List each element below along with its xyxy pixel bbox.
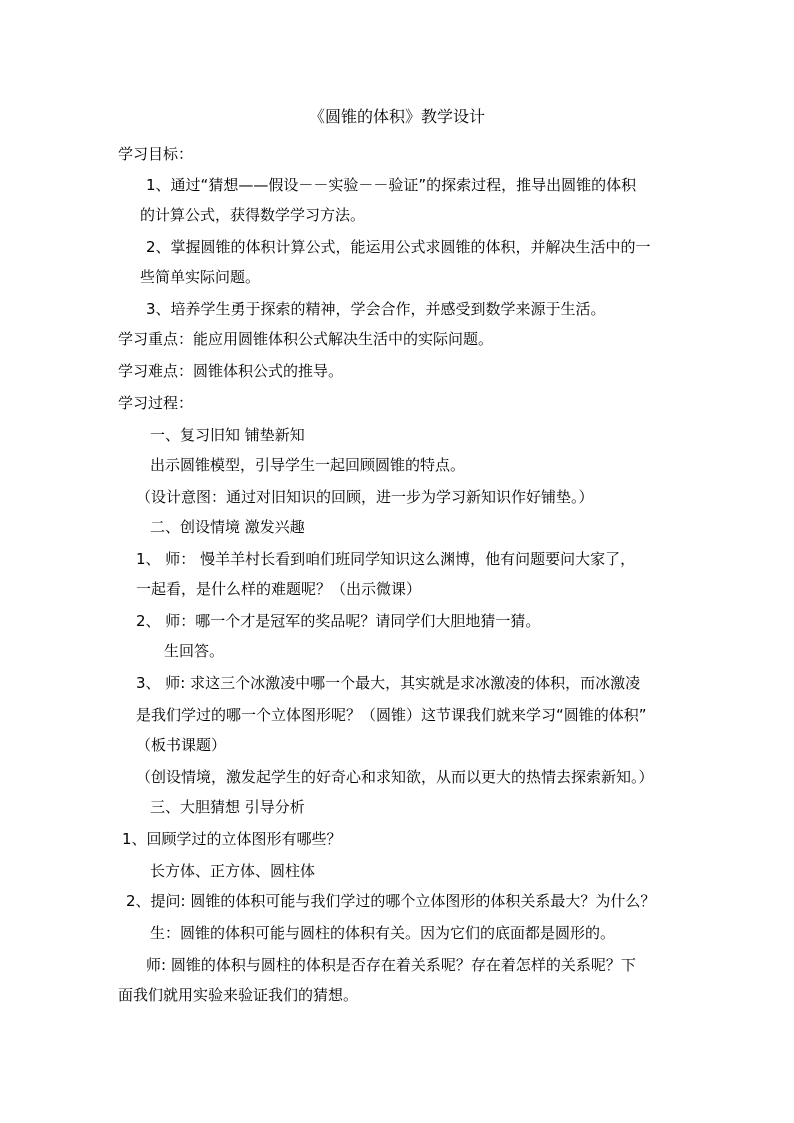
step-3-item-2-question: 2、提问: 圆锥的体积可能与我们学过的哪个立体图形的体积关系最大？为什么？: [126, 892, 656, 910]
step-3-item-2-teacher-line-2: 面我们就用实验来验证我们的猜想。: [118, 986, 359, 1004]
step-1-heading: 一、复习旧知 铺垫新知: [150, 426, 305, 444]
step-2-item-2: 2、 师：哪一个才是冠军的奖品呢？请同学们大胆地猜一猜。: [136, 612, 541, 630]
objective-1-line-2: 的计算公式，获得数学学习方法。: [140, 206, 366, 224]
objective-3: 3、培养学生勇于探索的精神，学会合作，并感受到数学来源于生活。: [146, 300, 606, 318]
step-2-item-1-line-1: 1、 师： 慢羊羊村长看到咱们班同学知识这么渊博，他有问题要问大家了，: [136, 550, 636, 568]
section-label-objectives: 学习目标：: [118, 145, 194, 163]
step-3-item-1: 1、回顾学过的立体图形有哪些？: [122, 830, 342, 848]
step-1-text: 出示圆锥模型，引导学生一起回顾圆锥的特点。: [150, 456, 466, 474]
step-2-student-answer: 生回答。: [164, 642, 225, 660]
step-1-design-note: （设计意图：通过对旧知识的回顾，进一步为学习新知识作好铺垫。）: [136, 488, 594, 506]
step-3-item-1-answer: 长方体、正方体、圆柱体: [150, 862, 316, 880]
step-2-item-3-line-3: （板书课题）: [136, 736, 227, 754]
objective-2-line-1: 2、掌握圆锥的体积计算公式，能运用公式求圆锥的体积，并解决生活中的一: [146, 238, 651, 256]
objective-1-line-1: 1、通过“猜想——假设－－实验－－验证”的探索过程，推导出圆锥的体积: [146, 176, 637, 194]
document-title: 《圆锥的体积》教学设计: [308, 107, 485, 126]
step-3-item-2-teacher-line-1: 师: 圆锥的体积与圆柱的体积是否存在着关系呢？存在着怎样的关系呢？下: [146, 956, 636, 974]
difficult-points: 学习难点：圆锥体积公式的推导。: [118, 362, 344, 380]
step-3-item-2-student: 生：圆锥的体积可能与圆柱的体积有关。因为它们的底面都是圆形的。: [150, 924, 616, 942]
step-2-item-1-line-2: 一起看，是什么样的难题呢？（出示微课）: [136, 580, 422, 598]
step-2-heading: 二、创设情境 激发兴趣: [150, 518, 305, 536]
step-2-design-note: （创设情境，激发起学生的好奇心和求知欲，从而以更大的热情去探索新知。）: [136, 768, 654, 786]
objective-2-line-2: 些简单实际问题。: [140, 268, 261, 286]
step-2-item-3-line-2: 是我们学过的哪一个立体图形呢？（圆锥）这节课我们就来学习“圆锥的体积”: [136, 706, 647, 724]
section-label-process: 学习过程：: [118, 394, 194, 412]
step-3-heading: 三、大胆猜想 引导分析: [150, 798, 305, 816]
step-2-item-3-line-1: 3、 师: 求这三个冰激凌中哪一个最大，其实就是求冰激凌的体积，而冰激凌: [136, 674, 641, 692]
key-points: 学习重点：能应用圆锥体积公式解决生活中的实际问题。: [118, 330, 494, 348]
